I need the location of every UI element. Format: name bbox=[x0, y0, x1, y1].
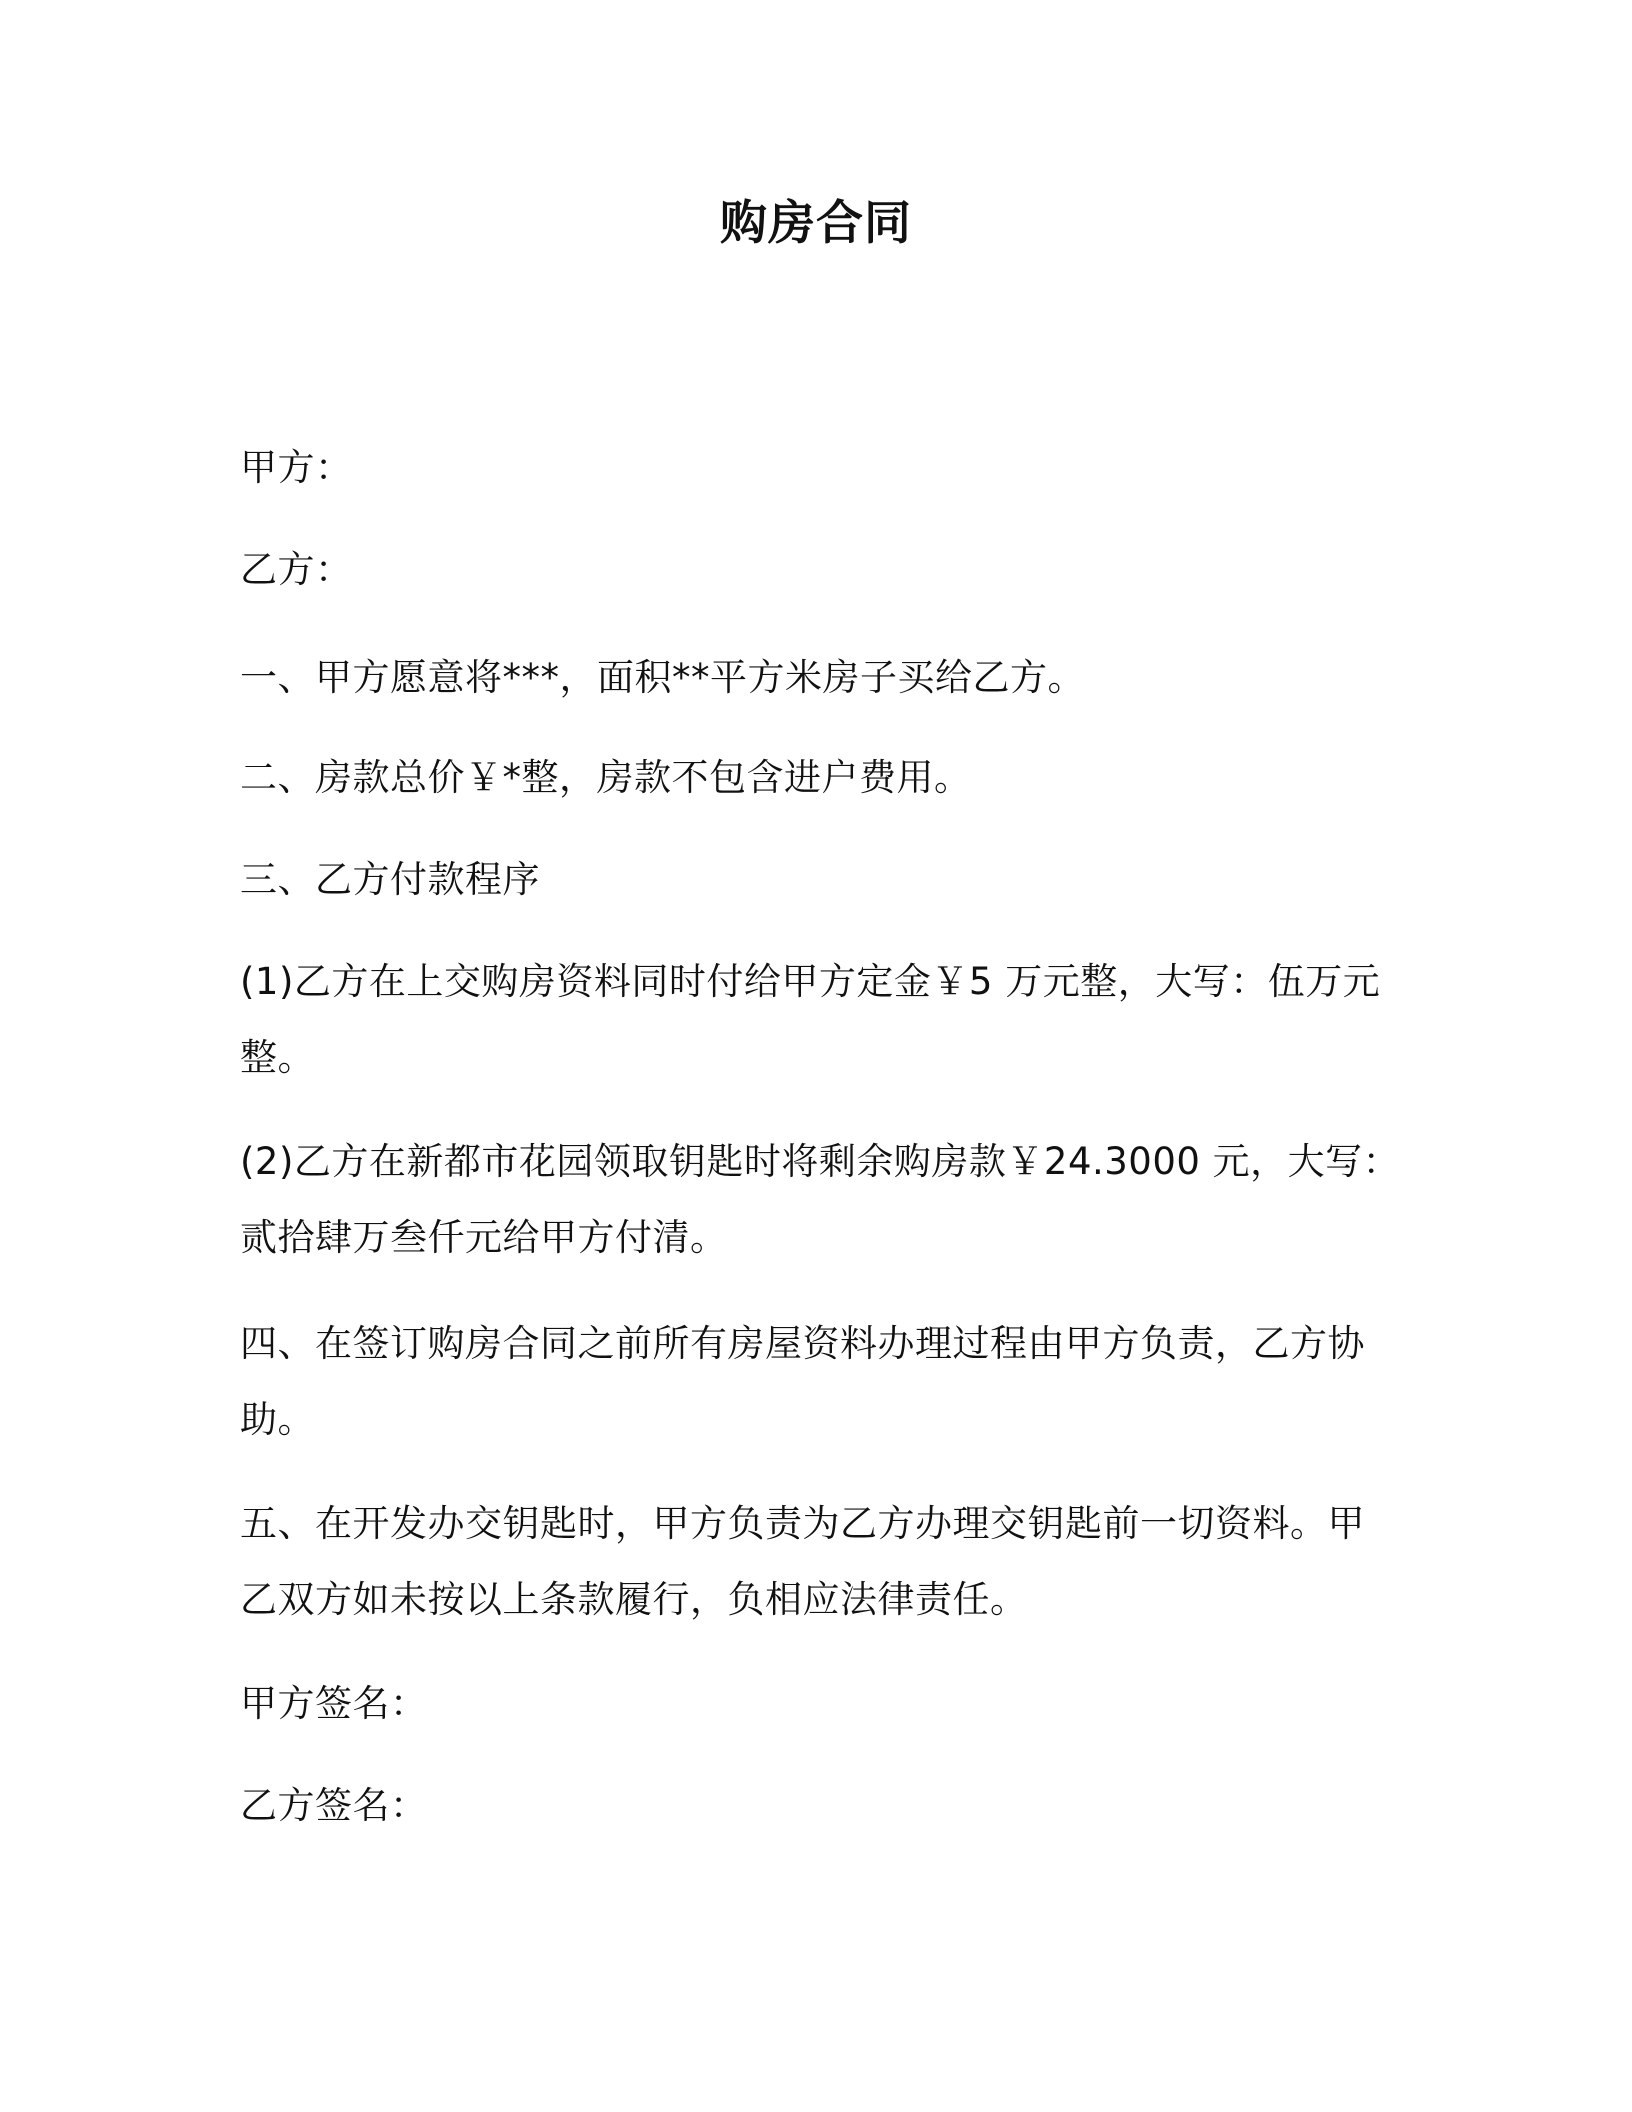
clause-5-line-2: 乙双方如未按以上条款履行，负相应法律责任。 bbox=[240, 1578, 1028, 1621]
clause-3-item-1-line-1: (1)乙方在上交购房资料同时付给甲方定金￥5 万元整，大写：伍万元 bbox=[240, 960, 1381, 1003]
clause-3-item-2-line-1: (2)乙方在新都市花园领取钥匙时将剩余购房款￥24.3000 元，大写： bbox=[240, 1140, 1401, 1183]
clause-2: 二、房款总价￥*整，房款不包含进户费用。 bbox=[240, 756, 972, 799]
party-b-label: 乙方： bbox=[240, 548, 353, 591]
clause-4-line-1: 四、在签订购房合同之前所有房屋资料办理过程由甲方负责，乙方协 bbox=[240, 1322, 1365, 1365]
signature-a-label: 甲方签名： bbox=[240, 1682, 428, 1725]
clause-3-heading: 三、乙方付款程序 bbox=[240, 858, 540, 901]
clause-3-item-1-line-2: 整。 bbox=[240, 1036, 315, 1079]
party-a-label: 甲方： bbox=[240, 446, 353, 489]
document-title: 购房合同 bbox=[720, 196, 912, 251]
clause-3-item-2 bbox=[240, 1124, 1401, 1276]
clause-1: 一、甲方愿意将***，面积**平方米房子买给乙方。 bbox=[240, 656, 1085, 699]
clause-3-item-2-line-2: 贰拾肆万叁仟元给甲方付清。 bbox=[240, 1216, 728, 1259]
clause-5-line-1: 五、在开发办交钥匙时，甲方负责为乙方办理交钥匙前一切资料。甲 bbox=[240, 1502, 1365, 1545]
signature-b-label: 乙方签名： bbox=[240, 1784, 428, 1827]
clause-4 bbox=[240, 1306, 1365, 1458]
clause-4-line-2: 助。 bbox=[240, 1398, 315, 1441]
clause-3-item-1 bbox=[240, 944, 1381, 1096]
clause-5 bbox=[240, 1486, 1365, 1638]
